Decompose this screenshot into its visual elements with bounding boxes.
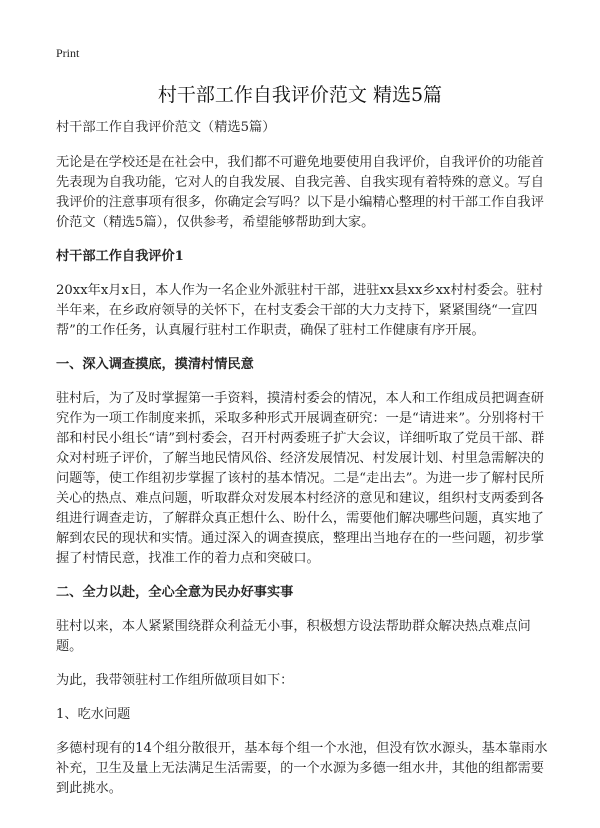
paragraph: 为此，我带领驻村工作组所做项目如下： [56,673,294,688]
intro-paragraph: 无论是在学校还是在社会中，我们都不可避免地要使用自我评价，自我评价的功能首先表现为自我功能，它对人的自我发展、自我完善、自我实现有着特殊的意义。写自我评价的注意事项有很多，你确定会写吗？以下是小编精心整理的村干部工作自我评价范文（精选5篇），仅供参考，希望能够帮助到大家。 [56,155,544,230]
article-body [56,118,552,813]
subsection-heading: 一、深入调查摸底，摸清村情民意 [56,357,254,372]
article-subtitle: 村干部工作自我评价范文（精选5篇） [56,120,276,135]
subsection-heading: 二、全力以赴，全心全意为民办好事实事 [56,585,294,600]
paragraph: 驻村以来，本人紧紧围绕群众利益无小事，积极想方设法帮助群众解决热点难点问题。 [56,619,531,654]
paragraph: 多德村现有的14个组分散很开，基本每个组一个水池，但没有饮水源头，基本靠雨水补充，卫生及量上无法满足生活需要，的一个水源为多德一组水井，其他的组都需要到此挑水。 [56,741,548,796]
list-item-heading: 1、吃水问题 [56,707,131,722]
paragraph: 20xx年x月x日，本人作为一名企业外派驻村干部，进驻xx县xx乡xx村村委会。驻村半年来，在乡政府领导的关怀下，在村支委会干部的大力支持下，紧紧围绕“一宣四帮”的工作任务，认真履行驻村工作职责，确保了驻村工作健康有序开展。 [56,283,543,338]
section-heading: 村干部工作自我评价1 [56,249,184,264]
paragraph: 驻村后，为了及时掌握第一手资料，摸清村委会的情况，本人和工作组成员把调查研究作为一项工作制度来抓，采取多种形式开展调查研究：一是“请进来”。分别将村干部和村民小组长“请”到村委会，召开村两委班子扩大会议，详细听取了党员干部、群众对村班子评价，了解当地民情风俗、经济发展情况、村发展计划、村里急需解决的问题等，使工作组初步掌握了该村的基本情况。二是“走出去”。为进一步了解村民所关心的热点、难点问题，听取群众对发展本村经济的意见和建议，组织村支两委到各组进行调查走访，了解群众真正想什么、盼什么，需要他们解决哪些问题，真实地了解到农民的现状和实情。通过深入的调查摸底，整理出当地存在的一些问题，初步掌握了村情民意，找准工作的着力点和突破口。 [56,391,545,566]
print-link[interactable]: Print [56,46,80,60]
page-title: 村干部工作自我评价范文 精选5篇 [157,84,443,106]
